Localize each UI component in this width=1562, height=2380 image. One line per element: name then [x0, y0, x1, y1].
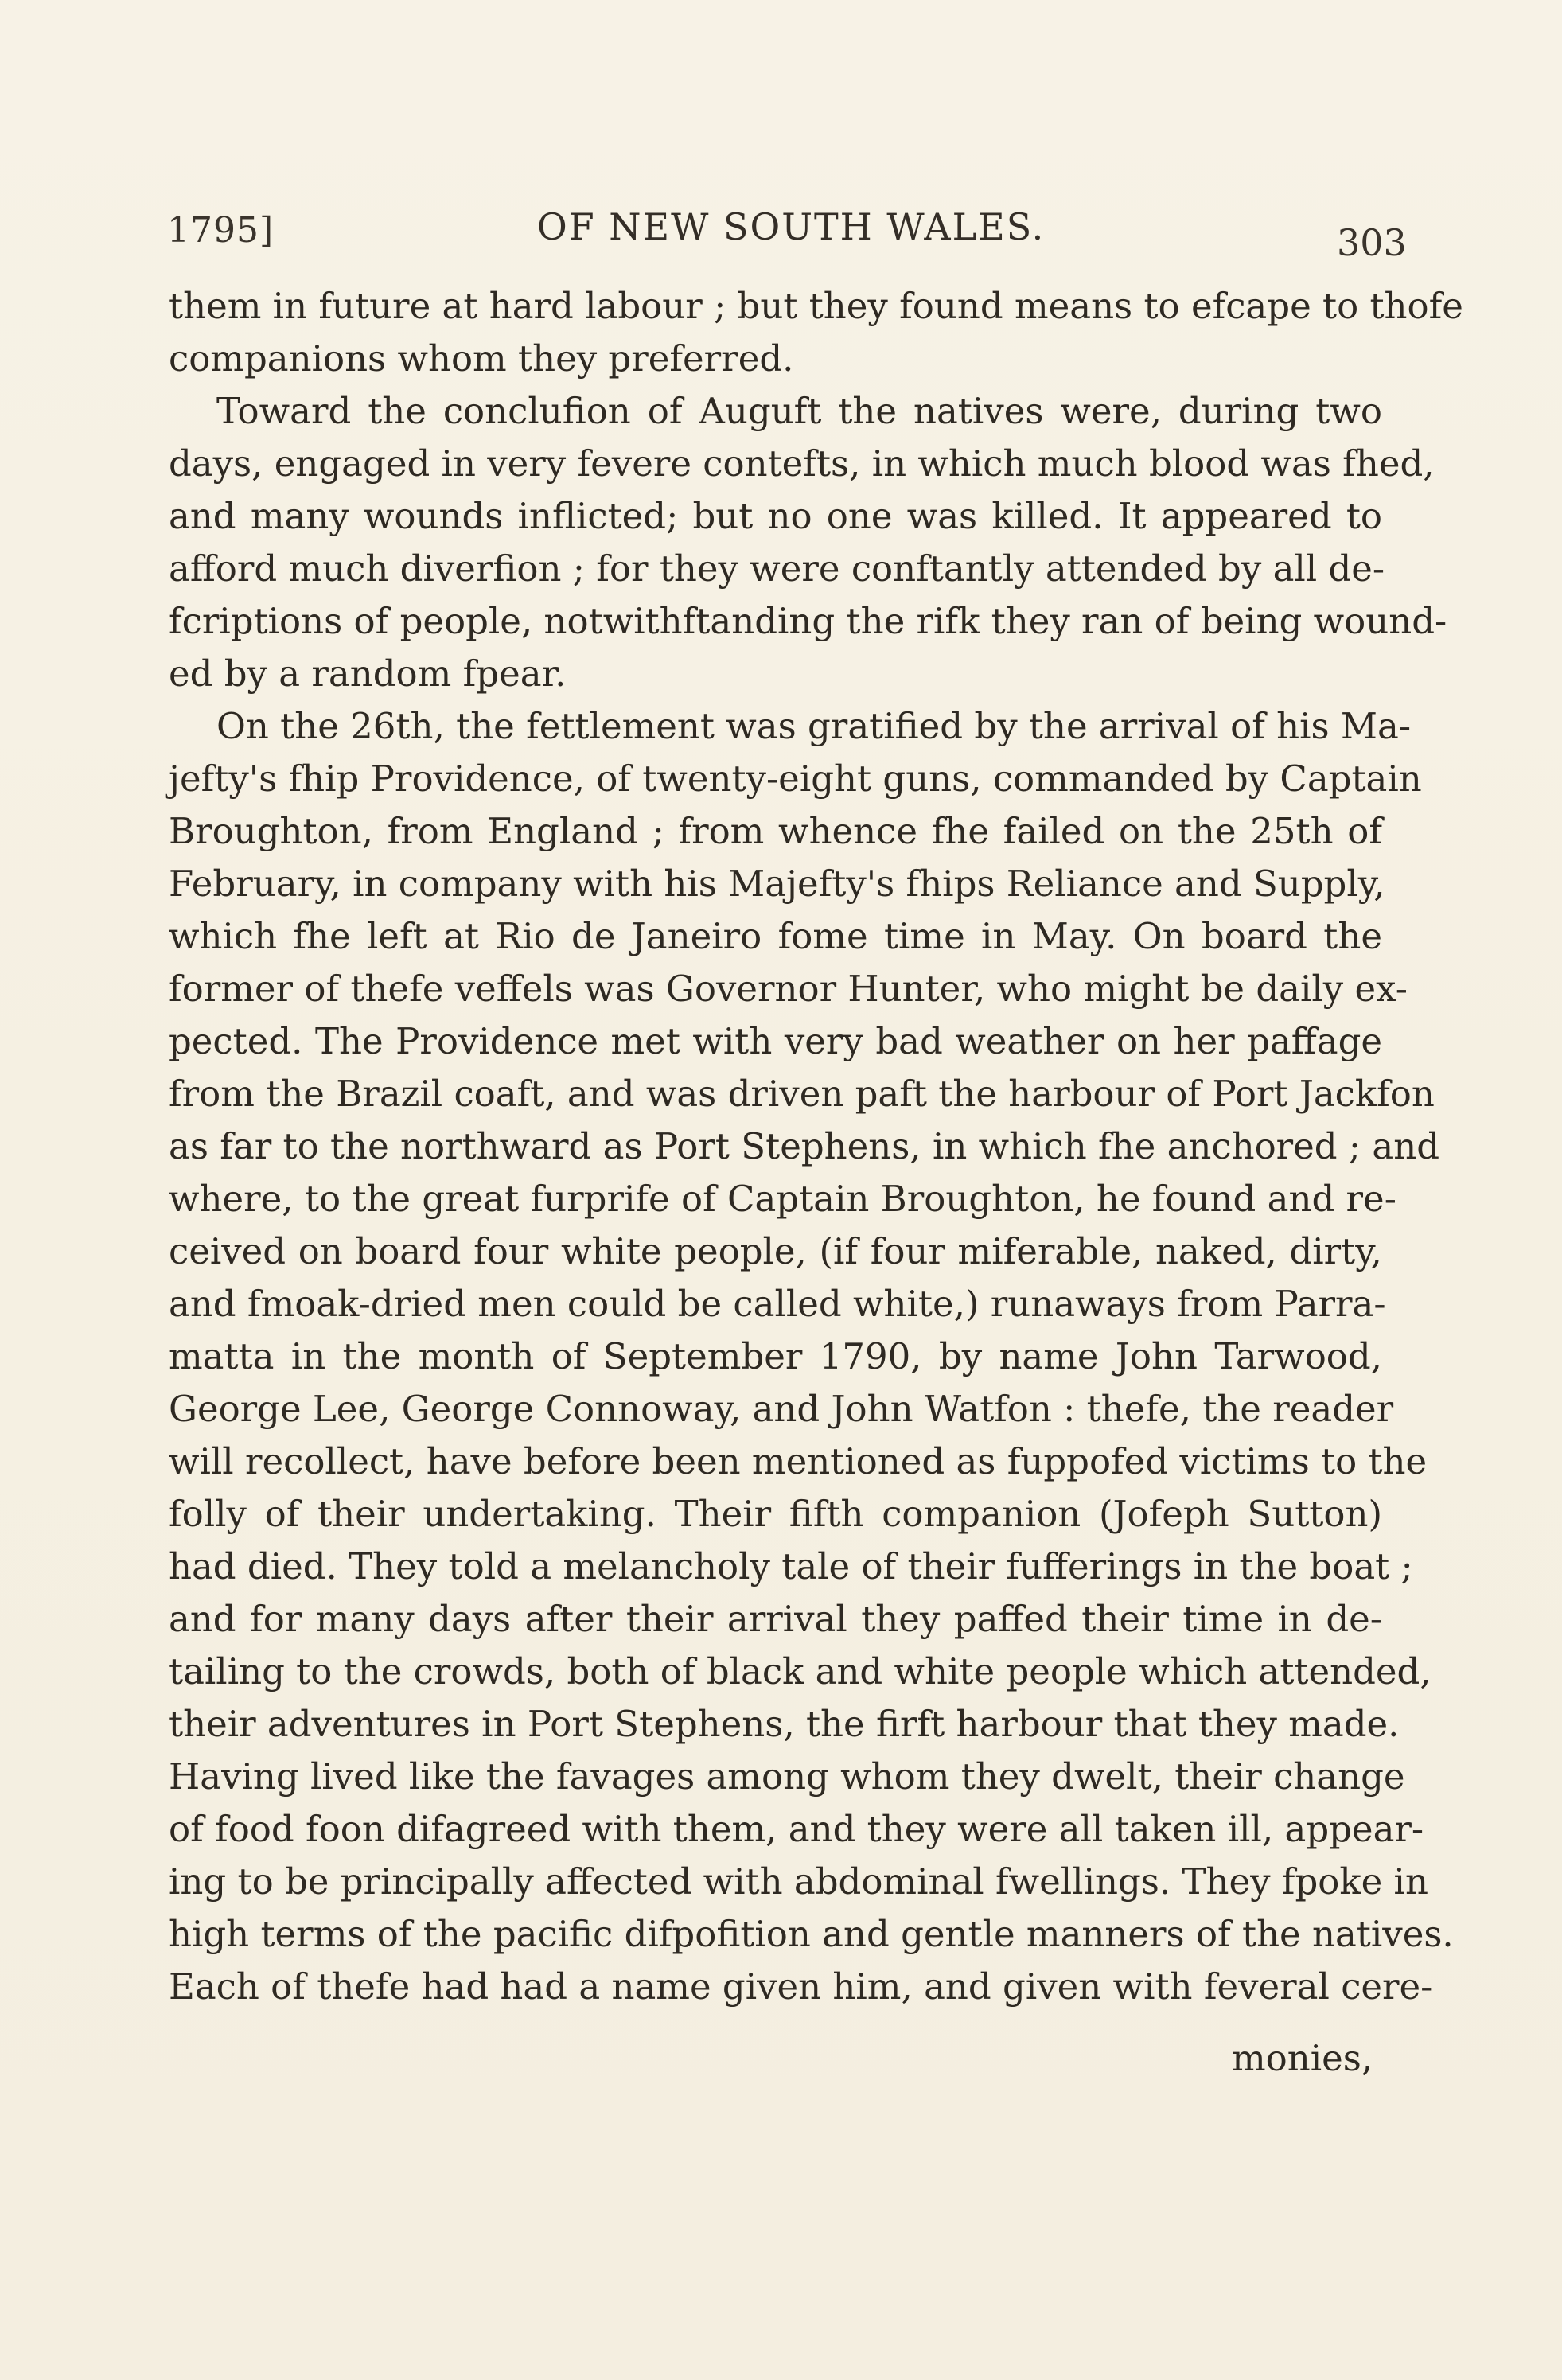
text-line: jefty's fhip Providence, of twenty-eight guns, commanded by Captain	[169, 758, 1422, 800]
text-line: of food foon difagreed with them, and they were all taken ill, appear-	[169, 1808, 1424, 1850]
text-line: them in future at hard labour ; but they found means to efcape to thofe	[169, 285, 1463, 327]
running-head	[167, 205, 1407, 264]
text-line: Having lived like the favages among whom they dwelt, their change	[169, 1755, 1405, 1798]
page-number: 303	[1337, 221, 1407, 264]
text-line: afford much diverfion ; for they were conftantly attended by all de-	[169, 547, 1385, 590]
running-head-year: 1795]	[167, 210, 275, 251]
text-line: On the 26th, the fettlement was gratified by the arrival of his Ma-	[216, 705, 1412, 747]
text-line: and fmoak-dried men could be called white,) runaways from Parra-	[169, 1283, 1386, 1325]
text-line: their adventures in Port Stephens, the firft harbour that they made.	[169, 1703, 1400, 1745]
catchword: monies,	[1232, 2037, 1373, 2079]
text-line: fcriptions of people, notwithftanding the rifk they ran of being wound-	[169, 600, 1447, 642]
text-line: ceived on board four white people, (if four miferable, naked, dirty,	[169, 1230, 1382, 1272]
text-line: former of thefe veffels was Governor Hunter, who might be daily ex-	[169, 968, 1408, 1010]
text-line: matta in the month of September 1790, by name John Tarwood,	[169, 1335, 1382, 1377]
text-line: pected. The Providence met with very bad weather on her paffage	[169, 1020, 1382, 1062]
text-line: high terms of the pacific difpofition and gentle manners of the natives.	[169, 1913, 1454, 1955]
text-line: ed by a random fpear.	[169, 652, 567, 695]
text-line: which fhe left at Rio de Janeiro fome time in May. On board the	[169, 915, 1382, 957]
text-line: as far to the northward as Port Stephens, in which fhe anchored ; and	[169, 1125, 1439, 1167]
running-head-title: OF NEW SOUTH WALES.	[537, 205, 1046, 248]
text-line: where, to the great furprife of Captain Broughton, he found and re-	[169, 1178, 1396, 1220]
text-line: and for many days after their arrival they paffed their time in de-	[169, 1598, 1382, 1640]
text-line: and many wounds inflicted; but no one was killed. It appeared to	[169, 495, 1382, 537]
text-line: folly of their undertaking. Their fifth companion (Jofeph Sutton)	[169, 1493, 1382, 1535]
text-line: February, in company with his Majefty's fhips Reliance and Supply,	[169, 863, 1385, 905]
text-line: from the Brazil coaft, and was driven paft the harbour of Port Jackfon	[169, 1073, 1435, 1115]
text-line: tailing to the crowds, both of black and white people which attended,	[169, 1650, 1432, 1692]
text-line: Broughton, from England ; from whence fhe failed on the 25th of	[169, 810, 1382, 852]
text-line: companions whom they preferred.	[169, 337, 794, 380]
text-line: ing to be principally affected with abdominal fwellings. They fpoke in	[169, 1860, 1428, 1903]
text-line: will recollect, have before been mentioned as fuppofed victims to the	[169, 1440, 1428, 1482]
text-line: Each of thefe had had a name given him, and given with feveral cere-	[169, 1965, 1433, 2008]
text-line: George Lee, George Connoway, and John Watfon : thefe, the reader	[169, 1388, 1394, 1430]
text-line: Toward the conclufion of Auguft the natives were, during two	[216, 390, 1382, 432]
text-line: days, engaged in very fevere contefts, in which much blood was fhed,	[169, 442, 1435, 485]
text-line: had died. They told a melancholy tale of their fufferings in the boat ;	[169, 1545, 1413, 1587]
